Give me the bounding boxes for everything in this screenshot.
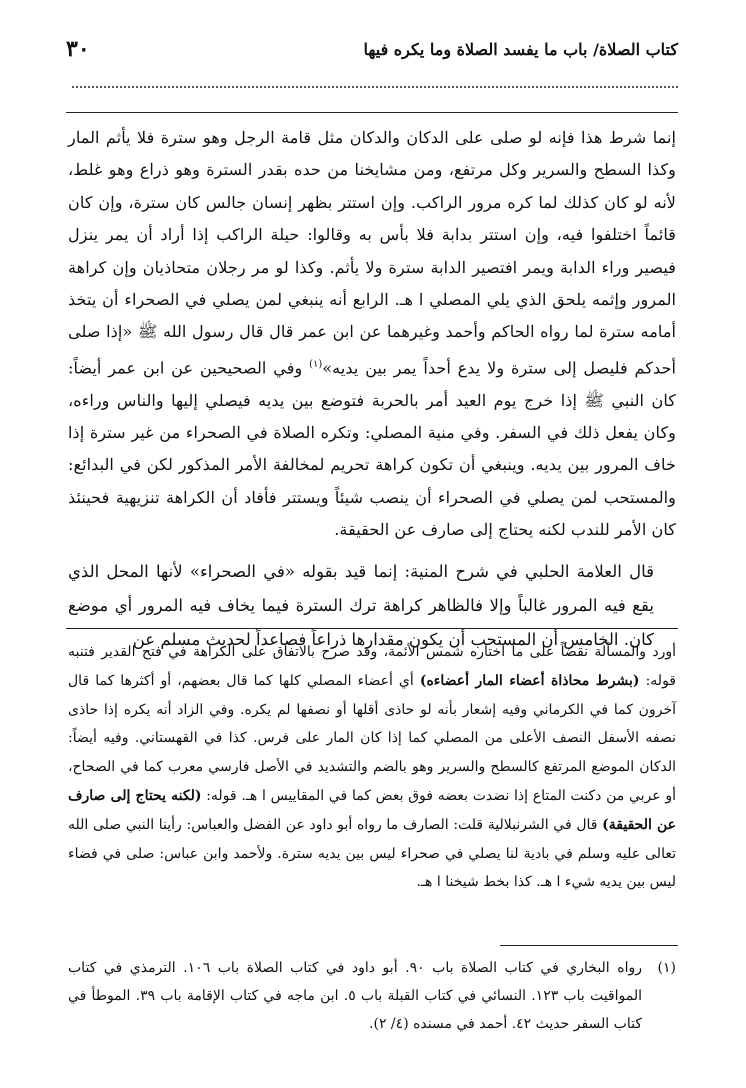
footnote-rule (500, 945, 678, 946)
commentary-paragraph (68, 638, 676, 897)
commentary-part-2: أي أعضاء المصلي كلها كما قال بعضهم، أو أكثرها كما قال آخرون كما في الكرماني وفيه إشعار بأنه لو حاذى أقلها أو نصفها لم يكره. وفي الزاد أنه يكره إذا حاذى نصفه الأسفل النصف الأعلى من المصلي كما إذا كان المار على فرس. كذا في القهستاني. وفيه أيضاً: الدكان الموضع المرتفع كالسطح والسرير وهو بالضم والتشديد في الأصل فارسي معرب كما في الصحاح، أو عربي من دكنت المتاع إذا نضدت بعضه فوق بعض كما في المقاييس ا هـ. قوله: (68, 672, 676, 804)
main-text (68, 122, 676, 657)
commentary-rule (66, 628, 678, 629)
commentary-quote-2: (لكنه يحتاج إلى صارف عن الحقيقة) (68, 787, 676, 833)
dotted-separator (72, 86, 678, 90)
commentary-part-1: أورد والمسألة نقضاً على ما اختاره شمس الأئمة، وقد صرح بالاتفاق على الكراهة في فتح القدير فتنبه قوله: (68, 644, 676, 689)
commentary-text (68, 638, 676, 897)
top-rule (66, 112, 678, 113)
footnote (68, 954, 676, 1038)
page-number: ٣٠ (66, 36, 90, 62)
commentary-part-3: قال في الشرنبلالية قلت: الصارف ما رواه أبو داود عن الفضل والعباس: رأينا النبي صلى الله تعالى عليه وسلم في بادية لنا يصلي في صحراء ليس بين يديه سترة. ولأحمد وابن عباس: صلى في فضاء ليس بين يديه شيء ا هـ. كذا بخط شيخنا ا هـ. (68, 816, 676, 891)
footnote-text: رواه البخاري في كتاب الصلاة باب ٩٠. أبو داود في كتاب الصلاة باب ١٠٦. الترمذي في كتاب المواقيت باب ١٢٣. النسائي في كتاب القبلة باب ٥. ابن ماجه في كتاب الإقامة باب ٣٩. الموطأ في كتاب السفر حديث ٤٢. أحمد في مسنده (٤/ ٢). (68, 960, 642, 1032)
footnote-reference: (١) (309, 358, 323, 370)
footnote-marker: (١) (657, 960, 676, 976)
main-paragraph-2: قال العلامة الحلبي في شرح المنية: إنما قيد بقوله «في الصحراء» لأنها المحل الذي يقع فيه المرور غالباً وإلا فالظاهر كراهة ترك السترة فيما يخاف فيه المرور أي موضع كان. الخامس أن المستحب أن يكون مقدارها ذراعاً فصاعداً لحديث مسلم عن (68, 561, 654, 649)
running-head: كتاب الصلاة/ باب ما يفسد الصلاة وما يكره فيها (363, 39, 678, 59)
main-paragraph-part-a: إنما شرط هذا فإنه لو صلى على الدكان والدكان مثل قامة الرجل وهو سترة فلا يأثم المار وكذا السطح والسرير وكل مرتفع، ومن مشايخنا من حده بقدر السترة وهو ذراع وهو غلط، لأنه لو كان كذلك لما كره مرور الراكب. وإن استتر بظهر إنسان جالس كان سترة، وإن كان قائماً اختلفوا فيه، وإن استتر بدابة فلا بأس به وقالوا: حيلة الراكب إذا أراد أن يمر ينزل فيصير وراء الدابة ويمر افتصير الدابة سترة ولا يأثم. وكذا لو مر رجلان متحاذيان وإن كراهة المرور وإثمه يلحق الذي يلي المصلي ا هـ. الرابع أنه ينبغي لمن يصلي في الصحراء أن يتخذ أمامه سترة لما رواه الحاكم وأحمد وغيرهما عن ابن عمر قال قال رسول الله ﷺ «إذا صلى أحدكم فليصل إلى سترة ولا يدع أحداً يمر بين يديه» (68, 128, 676, 378)
page-header (66, 34, 678, 64)
main-paragraph-part-b: وفي الصحيحين عن ابن عمر أيضاً: كان النبي ﷺ إذا خرج يوم العيد أمر بالحربة فتوضع بين يديه فيصلي إليها والناس وراءه، وكان يفعل ذلك في السفر. وفي منية المصلي: وتكره الصلاة في الصحراء من غير سترة إذا خاف المرور بين يديه. وينبغي أن تكون كراهة تحريم لمخالفة الأمر المذكور لكن في البدائع: والمستحب لمن يصلي في الصحراء أن ينصب شيئاً ويستتر فأفاد أن الكراهة تنزيهية فحينئذ كان الأمر للندب لكنه يحتاج إلى صارف عن الحقيقة. (68, 358, 676, 540)
main-paragraph (68, 122, 676, 547)
commentary-quote-1: (بشرط محاذاة أعضاء المار أعضاءه) (419, 672, 640, 689)
